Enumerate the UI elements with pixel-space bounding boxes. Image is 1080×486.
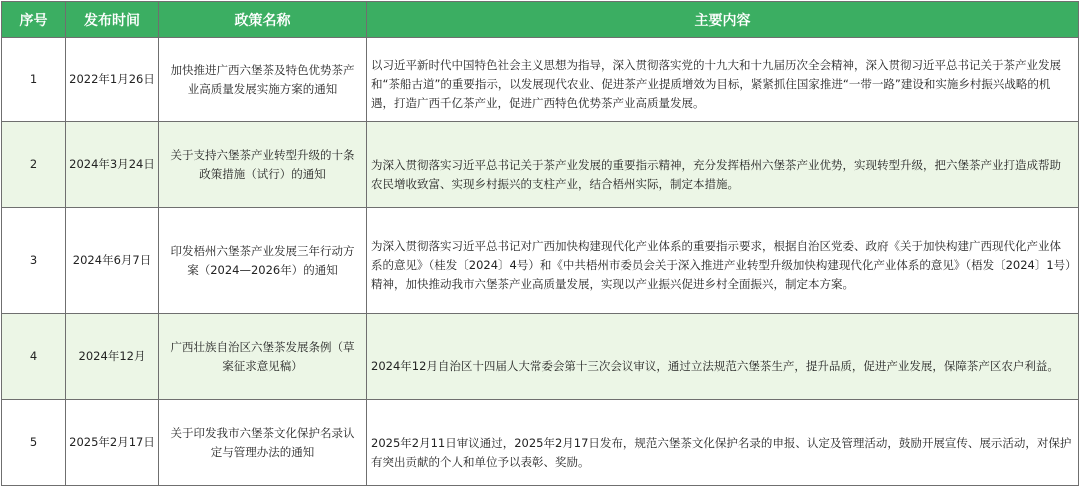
row-policy-name: 关于支持六堡茶产业转型升级的十条政策措施（试行）的通知	[159, 122, 367, 208]
row-index: 3	[2, 208, 66, 314]
table-row	[2, 122, 1079, 208]
row-date: 2022年1月26日	[66, 38, 159, 122]
row-index: 2	[2, 122, 66, 208]
table-header-row	[2, 2, 1079, 38]
row-date: 2024年6月7日	[66, 208, 159, 314]
row-main-content: 2025年2月11日审议通过，2025年2月17日发布，规范六堡茶文化保护名录的申报、认定及管理活动，鼓励开展宣传、展示活动，对保护有突出贡献的个人和单位予以表彰、奖励。	[367, 400, 1079, 486]
row-policy-name: 印发梧州六堡茶产业发展三年行动方案（2024—2026年）的通知	[159, 208, 367, 314]
table-row	[2, 314, 1079, 400]
header-date: 发布时间	[66, 2, 159, 38]
row-policy-name: 加快推进广西六堡茶及特色优势茶产业高质量发展实施方案的通知	[159, 38, 367, 122]
row-main-content: 为深入贯彻落实习近平总书记对广西加快构建现代化产业体系的重要指示要求，根据自治区党委、政府《关于加快构建广西现代化产业体系的意见》（桂发〔2024〕4号）和《中共梧州市委员会关于深入推进产业转型升级加快构建现代化产业体系的意见》（梧发〔2024〕1号）精神，加快推动我市六堡茶产业高质量发展，实现以产业振兴促进乡村全面振兴，制定本方案。	[367, 208, 1079, 314]
table-row	[2, 208, 1079, 314]
row-policy-name: 关于印发我市六堡茶文化保护名录认定与管理办法的通知	[159, 400, 367, 486]
header-main-content: 主要内容	[367, 2, 1079, 38]
row-date: 2024年12月	[66, 314, 159, 400]
row-main-content: 以习近平新时代中国特色社会主义思想为指导，深入贯彻落实党的十九大和十九届历次全会精神，深入贯彻习近平总书记关于茶产业发展和“茶船古道”的重要指示，以发展现代农业、促进茶产业提质增效为目标，紧紧抓住国家推进“一带一路”建设和实施乡村振兴战略的机遇，打造广西千亿茶产业，促进广西特色优势茶产业高质量发展。	[367, 38, 1079, 122]
row-index: 1	[2, 38, 66, 122]
row-main-content: 2024年12月自治区十四届人大常委会第十三次会议审议，通过立法规范六堡茶生产，提升品质，促进产业发展，保障茶产区农户利益。	[367, 314, 1079, 400]
table-row	[2, 400, 1079, 486]
row-index: 5	[2, 400, 66, 486]
header-index: 序号	[2, 2, 66, 38]
header-policy-name: 政策名称	[159, 2, 367, 38]
row-date: 2024年3月24日	[66, 122, 159, 208]
row-main-content: 为深入贯彻落实习近平总书记关于茶产业发展的重要指示精神，充分发挥梧州六堡茶产业优势，实现转型升级，把六堡茶产业打造成帮助农民增收致富、实现乡村振兴的支柱产业，结合梧州实际，制定本措施。	[367, 122, 1079, 208]
policy-table	[1, 1, 1079, 486]
table-row	[2, 38, 1079, 122]
row-policy-name: 广西壮族自治区六堡茶发展条例（草案征求意见稿）	[159, 314, 367, 400]
row-date: 2025年2月17日	[66, 400, 159, 486]
row-index: 4	[2, 314, 66, 400]
